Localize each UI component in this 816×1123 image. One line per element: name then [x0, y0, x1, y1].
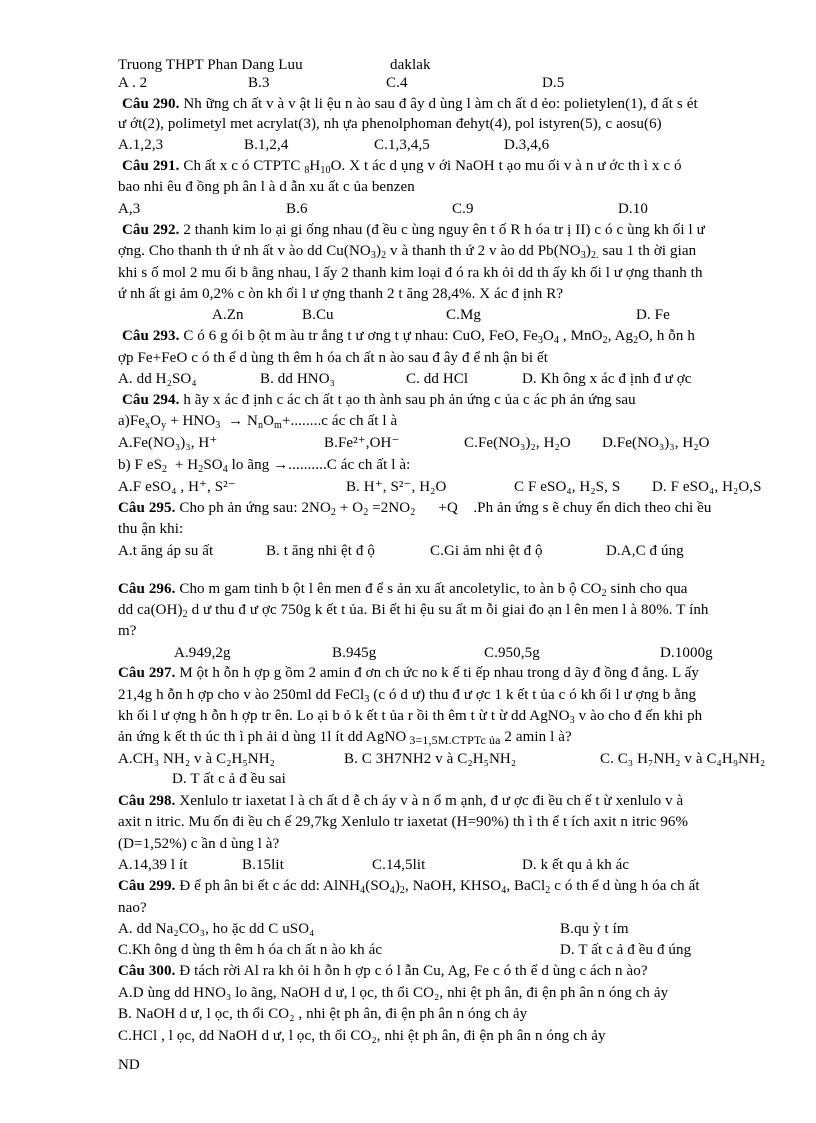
question-text: Đ tách rời Al ra kh ỏi h ỗn h ợp c ó l ẫn Cu, Ag, Fe c ó th ể d ùng c ách n ào?: [175, 963, 648, 979]
text-part: kh ối l ư ợng h ỗn h ợp tr ên. Lo ại b ỏ k ết t ủa r ồi th êm t ừ t ừ dd AgNO: [118, 708, 570, 724]
text-part: ): [585, 243, 591, 259]
text-part: ..........C ác ch ất l à:: [288, 457, 411, 473]
option-a: A. dd H₂SO₄: [118, 371, 197, 387]
option-d: D.10: [618, 201, 648, 217]
school-name: Truong THPT Phan Dang Luu: [118, 57, 303, 73]
option-c: C.Mg: [446, 307, 481, 323]
text-part: Cho ph ản ứng sau: 2NO: [175, 500, 331, 516]
option-b: B.3: [248, 75, 270, 91]
option-b: B.945g: [332, 645, 377, 661]
question-text: 2 thanh kim lo ại gi ống nhau (đ ều c ùng nguy ên t ố R h óa tr ị II) c ó c ùng kh ối l ư: [179, 222, 705, 238]
question-299-line-2: nao?: [118, 900, 147, 916]
subscript: 3=1,5M.CTPTc ủa: [406, 733, 501, 747]
subscript: 3: [370, 250, 376, 261]
option-a: A.949,2g: [174, 645, 231, 661]
question-298-line-2: axit n itric. Mu ốn đi ều ch ế 29,7kg Xenlulo tr iaxetat (H=90%) th ì th ể t ích axit n itric 96%: [118, 814, 689, 830]
option-b: B. H⁺, S²⁻, H₂O: [346, 479, 447, 495]
arrow-icon: →: [273, 457, 289, 473]
option-c: C.Fe(NO₃)₂, H₂O: [464, 435, 571, 451]
option-b: B.6: [286, 201, 308, 217]
question-296-line-3: m?: [118, 623, 137, 639]
option-c: C.14,5lit: [372, 857, 426, 873]
subscript: 2: [633, 335, 639, 346]
subscript: 4: [360, 885, 366, 896]
question-292-line-1: [122, 221, 705, 239]
question-label: Câu 294.: [122, 392, 180, 408]
arrow-icon: →: [228, 413, 244, 429]
text-part: v à thanh th ứ 2 v ào dd Pb(NO: [386, 243, 581, 259]
option-d: D. T ất c ả đ ều sai: [172, 771, 286, 787]
text-part: d ư thu đ ư ợc 750g k ết t ủa. Bi ết hi ệu su ất m ỗi giai đo ạn l ên men l à 80%. T ính: [187, 602, 709, 618]
subscript: 2: [381, 250, 387, 261]
text-part: ): [375, 243, 382, 259]
text-part: c ó th ể d ùng h óa ch ất: [550, 878, 700, 894]
text-part: Ch ất x c ó CTPTC: [179, 158, 305, 174]
option-a: A.F eSO₄ , H⁺, S²⁻: [118, 479, 236, 495]
text-part: +........c ác ch ất l à: [281, 413, 398, 429]
question-297-line-1: [118, 664, 699, 682]
subscript: 2: [399, 885, 406, 896]
question-291-line-2: bao nhi êu đ ồng ph ân l à d ẫn xu ất c ủa benzen: [118, 179, 415, 195]
text-part: ợng. Cho thanh th ứ nh ất v ào dd Cu(NO: [118, 243, 371, 259]
question-294-line-3: b) F $eS_2 + H_2SO_4$ lo ãng →..........C ác ch ất l à:: [118, 457, 411, 475]
option-a: A. dd Na₂CO₃, ho ặc dd C uSO₄: [118, 921, 315, 937]
question-label: Câu 291.: [122, 158, 180, 174]
question-290-line-1: [122, 95, 698, 113]
question-label: Câu 300.: [118, 963, 176, 979]
text-part: C ó 6 g ói b ột m àu tr ắng t ư ơng t ự nhau: CuO, FeO, Fe: [179, 328, 538, 344]
subscript: 2: [602, 335, 608, 346]
text-part: (c ó d ư) thu đ ư ợc 1 k ết t ủa c ó kh ối l ư ợng b ằng: [369, 687, 697, 703]
option-a: A.14,39 l ít: [118, 857, 188, 873]
question-300-option-b: B. NaOH d ư, l ọc, th ổi CO₂ , nhi ệt ph ân, đi ện ph ân n óng ch ảy: [118, 1006, 528, 1022]
text-part: , Ag: [607, 328, 634, 344]
option-c: C.950,5g: [484, 645, 540, 661]
option-c: C. C₃ H₇NH₂ v à C₄H₉NH₂: [600, 751, 766, 767]
option-b: B.15lit: [242, 857, 284, 873]
subscript: 4: [553, 335, 560, 346]
option-d: D.1000g: [660, 645, 713, 661]
text-part: O. X t ác d ụng v ới NaOH t ạo mu ối v à n ư ớc th ì x c ó: [330, 158, 682, 174]
question-295-line-1: Câu 295. Cho ph ản ứng sau: $2NO_2 + O_2 =2NO_2$ +Q .Ph ản ứng s ẽ chuy ển dich theo chi ều: [118, 500, 712, 518]
option-b: B.Cu: [302, 307, 334, 323]
text-part: a)Fe: [118, 413, 146, 429]
question-292-line-4: ứ nh ất gi ảm 0,2% c òn kh ối l ư ợng thanh 2 t ăng 28,4%. X ác đ ịnh R?: [118, 286, 564, 302]
question-299-line-1: [118, 877, 700, 895]
question-296-line-1: [118, 580, 688, 598]
subscript: 2: [545, 885, 551, 896]
option-c: C.9: [452, 201, 474, 217]
question-297-line-3: [118, 707, 702, 725]
option-c: C F eSO₄, H₂S, S: [514, 479, 621, 495]
subscript: 3: [537, 335, 544, 346]
text-part: sau 1 th ời gian: [598, 243, 697, 259]
subscript: 4: [389, 885, 395, 896]
question-292-line-2: [118, 242, 696, 260]
question-297-line-4: [118, 728, 572, 746]
text-part: .Ph ản ứng s ẽ chuy ển dich theo chi ều: [473, 500, 712, 516]
option-d: D. T ất c ả đ ều đ úng: [560, 942, 692, 958]
question-292-line-3: khi s ố mol 2 mu ối b ằng nhau, l ấy 2 thanh kim loại đ ó ra kh ỏi dd th ấy kh ối l ư ợng thanh th: [118, 265, 703, 281]
option-c: C.4: [386, 75, 408, 91]
text-part: ): [394, 878, 400, 894]
question-294-line-2: $a)Fe_xO_y + HNO_3 \to N_nO_m+........c$ ác ch ất l à: [118, 413, 398, 431]
text-part: v ào cho đ ến khi ph: [574, 708, 703, 724]
question-text: Xenlulo tr iaxetat l à ch ất d ễ ch áy v à n ổ m ạnh, đ ư ợc đi ều ch ế t ừ xenlulo v à: [175, 793, 684, 809]
text-part: , MnO: [559, 328, 603, 344]
option-b: B.qu ỳ t ím: [560, 921, 629, 937]
option-a: A.Zn: [212, 307, 244, 323]
text-part: O: [543, 328, 554, 344]
question-label: Câu 290.: [122, 96, 180, 112]
question-300-option-c: C.HCl , l ọc, dd NaOH d ư, l ọc, th ổi CO₂, nhi ệt ph ân, đi ện ph ân n óng ch ảy: [118, 1028, 606, 1044]
option-d: D. F eSO₄, H₂O,S: [652, 479, 762, 495]
subscript: 4: [501, 885, 507, 896]
text-part: 2 amin l à?: [500, 729, 572, 745]
text-part: Đ ể ph ân bi ết c ác dd: AlNH: [175, 878, 361, 894]
option-d: D. Kh ông x ác đ ịnh đ ư ợc: [522, 371, 692, 387]
subscript: 10: [320, 165, 331, 176]
option-a: A.CH₃ NH₂ v à C₂H₅NH₂: [118, 751, 275, 767]
question-text: Nh ững ch ất v à v ật li ệu n ào sau đ ây d ùng l àm ch ất d ẻo: polietylen(1), đ ất s ét: [179, 96, 698, 112]
text-part: sinh cho qua: [606, 581, 688, 597]
question-300-line-1: [118, 962, 648, 980]
option-d: D. Fe: [636, 307, 670, 323]
question-label: Câu 292.: [122, 222, 180, 238]
question-300-option-a: A.D ùng dd HNO₃ lo ãng, NaOH d ư, l ọc, th ổi CO₂, nhi ệt ph ân, đi ện ph ân n óng ch ảy: [118, 985, 669, 1001]
question-291-line-1: [122, 157, 682, 175]
option-a: A . 2: [118, 75, 148, 91]
question-label: Câu 297.: [118, 665, 176, 681]
text-part: 21,4g h ỗn h ợp cho v ào 250ml dd FeCl: [118, 687, 365, 703]
subscript: 2: [182, 609, 188, 620]
text-part: dd ca(OH): [118, 602, 183, 618]
question-label: Câu 293.: [122, 328, 180, 344]
text-part: , NaOH, KHSO: [405, 878, 502, 894]
subscript: 2: [601, 588, 607, 599]
location: daklak: [390, 57, 431, 73]
question-text: M ột h ỗn h ợp g ồm 2 amin đ ơn ch ức no k ế ti ếp nhau trong d ãy đ ồng đ ẳng. L ấy: [175, 665, 700, 681]
option-a: A.Fe(NO₃)₃, H⁺: [118, 435, 218, 451]
question-294-line-1: [122, 391, 636, 409]
subscript: 3: [580, 250, 586, 261]
text-part: O, h ỗn h: [638, 328, 695, 344]
option-d: D.5: [542, 75, 565, 91]
option-b: B. t ăng nhi ệt đ ộ: [266, 543, 375, 559]
question-293-line-1: [122, 327, 695, 345]
option-b: B. dd HNO₃: [260, 371, 335, 387]
question-290-line-2: ư ớt(2), polimetyl met acrylat(3), nh ựa phenolphoman đehyt(4), pol istyren(5), c aosu(6): [118, 116, 662, 132]
option-d: D. k ết qu ả kh ác: [522, 857, 630, 873]
subscript: 3: [364, 694, 370, 705]
option-d: D.3,4,6: [504, 137, 550, 153]
option-b: B.Fe²⁺,OH⁻: [324, 435, 400, 451]
option-a: A,3: [118, 201, 141, 217]
question-297-line-2: [118, 686, 696, 704]
text-part: ản ứng k ết th úc th ì ph ải d ùng 1l ít dd AgNO: [118, 729, 407, 745]
option-c: C.Kh ông d ùng th êm h óa ch ất n ào kh ác: [118, 942, 383, 958]
option-a: A.1,2,3: [118, 137, 164, 153]
option-d: D.Fe(NO₃)₃, H₂O: [602, 435, 710, 451]
question-label: Câu 298.: [118, 793, 176, 809]
question-298-line-1: [118, 792, 683, 810]
text-part: Cho m gam tinh b ột l ên men đ ể s ản xu ất ancoletylic, to àn b ộ CO: [175, 581, 602, 597]
question-296-line-2: [118, 601, 709, 619]
page-header: [118, 56, 431, 74]
subscript: 3: [569, 715, 575, 726]
text-part: H: [309, 158, 321, 174]
question-label: Câu 295.: [118, 500, 176, 516]
option-c: C.1,3,4,5: [374, 137, 430, 153]
text-part: (SO: [365, 878, 390, 894]
option-b: B. C 3H7NH2 v à C₂H₅NH₂: [344, 751, 517, 767]
question-293-line-2: ợp Fe+FeO c ó th ể d ùng th êm h óa ch ất n ào sau đ ây đ ể nh ận bi ết: [118, 350, 549, 366]
question-label: Câu 296.: [118, 581, 176, 597]
option-b: B.1,2,4: [244, 137, 289, 153]
option-a: A.t ăng áp su ất: [118, 543, 214, 559]
footer-initials: ND: [118, 1057, 140, 1073]
option-d: D.A,C đ úng: [606, 543, 684, 559]
question-label: Câu 299.: [118, 878, 176, 894]
option-c: C.Gi ảm nhi ệt đ ộ: [430, 543, 543, 559]
text-part: , BaCl: [506, 878, 546, 894]
question-295-line-2: thu ận khi:: [118, 521, 184, 537]
question-298-line-3: (D=1,52%) c ần d ùng l à?: [118, 836, 280, 852]
question-text: h ãy x ác đ ịnh c ác ch ất t ạo th ành sau ph ản ứng c ủa c ác ph ản ứng sau: [179, 392, 636, 408]
subscript: 2.: [590, 250, 599, 261]
option-c: C. dd HCl: [406, 371, 469, 387]
subscript: 8: [304, 165, 310, 176]
